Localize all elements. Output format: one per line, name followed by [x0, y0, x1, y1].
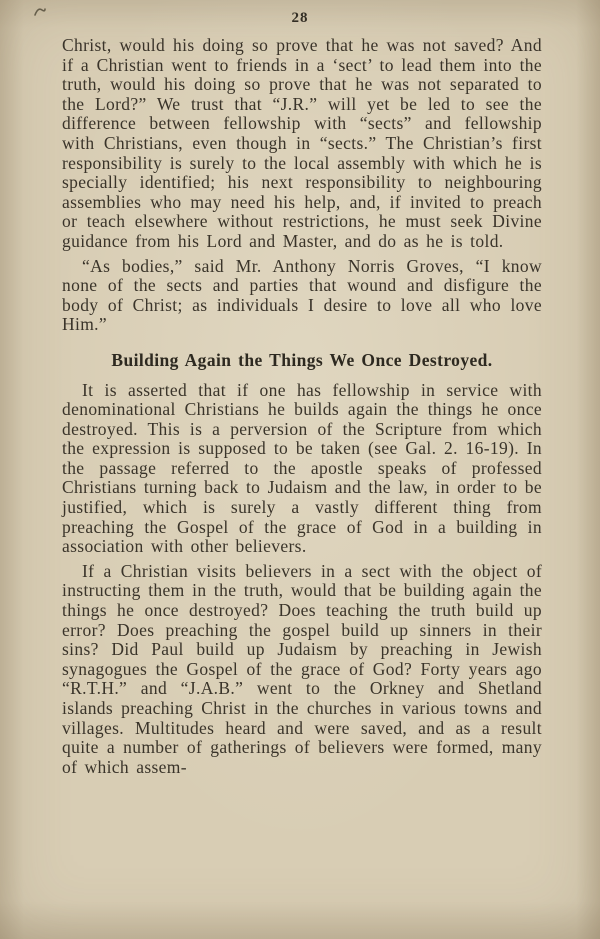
body-paragraph-1: Christ, would his doing so prove that he was not saved? And if a Christian went to friends in a ‘sect’ to lead them into the truth, would his doing so prove that he was not separated to the Lord?” We trust that “J.R.” will yet be led to see the difference between fellowship with “sects” and fellowship with Christians, even though in “sects.” The Christian’s first responsibility is surely to the local assembly with which he is specially identified; his next responsibility to neighbouring assemblies who may need his help, and, if invited to preach or teach elsewhere without restrictions, he must seek Divine guidance from his Lord and Master, and do as he is told.	[62, 35, 542, 251]
page-number: 28	[291, 10, 309, 26]
section-heading: Building Again the Things We Once Destroyed.	[111, 349, 493, 370]
ink-smudge-mark	[33, 5, 47, 23]
body-paragraph-2: “As bodies,” said Mr. Anthony Norris Groves, “I know none of the sects and parties that wound and disfigure the body of Christ; as individuals I desire to love all who love Him.”	[62, 255, 542, 335]
page-text-block	[62, 36, 542, 777]
body-paragraph-3: It is asserted that if one has fellowship in service with denominational Christians he builds again the things he once destroyed. This is a perversion of the Scripture from which the expression is supposed to be taken (see Gal. 2. 16-19). In the passage referred to the apostle speaks of professed Christians turning back to Judaism and the law, in order to be justified, which is surely a vastly different thing from preaching the Gospel of the grace of God in a building in association with other believers.	[62, 379, 542, 557]
body-paragraph-4: If a Christian visits believers in a sect with the object of instructing them in the truth, would that be building again the things he once destroyed? Does teaching the truth build up error? Does preaching the gospel build up sinners in their sins? Did Paul build up Judaism by preaching in Jewish synagogues the Gospel of the grace of God? Forty years ago “R.T.H.” and “J.A.B.” went to the Orkney and Shetland islands preaching Christ in the churches in various towns and villages. Multitudes heard and were saved, and as a result quite a number of gatherings of believers were formed, many of which assem-	[62, 560, 542, 777]
